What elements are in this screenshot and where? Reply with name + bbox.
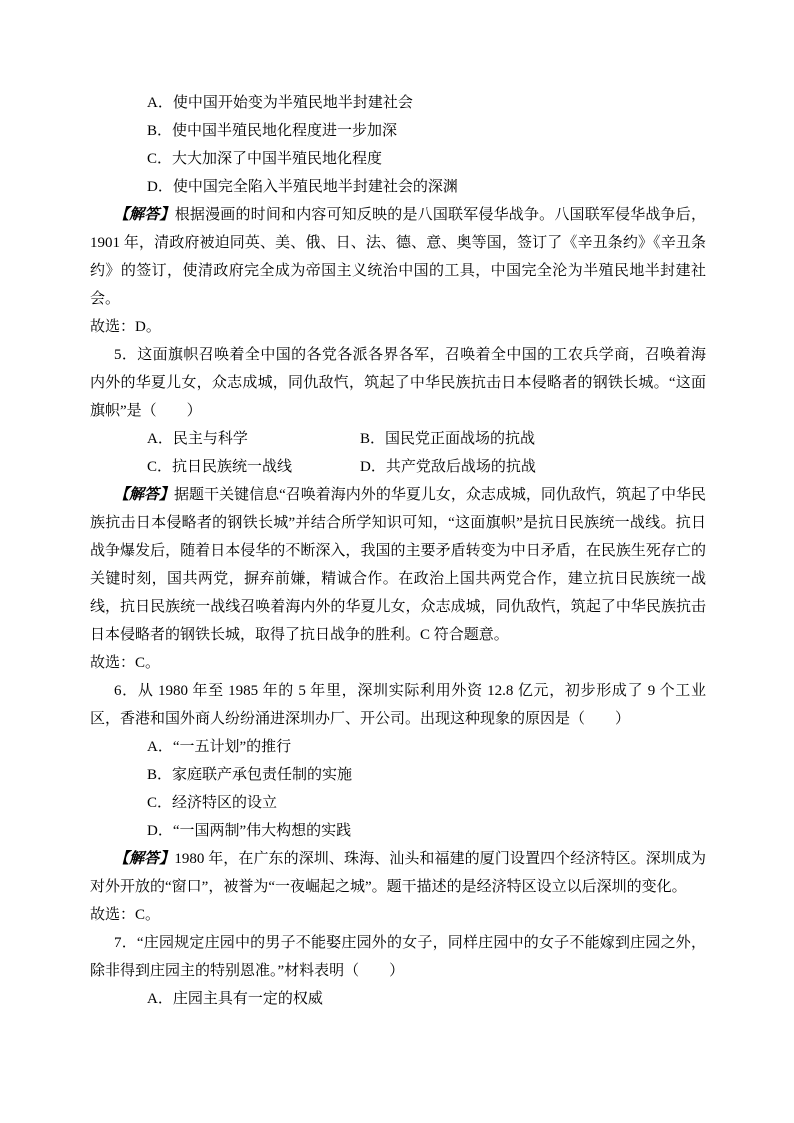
option-item: A．“一五计划”的推行 xyxy=(147,739,292,755)
option-item: B．家庭联产承包责任制的实施 xyxy=(147,767,353,783)
question-paragraph: 5．这面旗帜召唤着全中国的各党各派各界各军，召唤着全中国的工农兵学商，召唤着海内外的华夏儿女，众志成城，同仇敌忾，筑起了中华民族抗击日本侵略者的钢铁长城。“这面旗帜”是（ ） xyxy=(90,347,706,419)
option-item: B．使中国半殖民地化程度进一步加深 xyxy=(147,123,398,139)
result-line: 故选：C。 xyxy=(90,907,161,923)
answer-label: 【解答】 xyxy=(114,851,175,867)
option-item: D．“一国两制”伟大构想的实践 xyxy=(147,823,352,839)
result-line: 故选：D。 xyxy=(90,319,161,335)
option-item: C．大大加深了中国半殖民地化程度 xyxy=(147,151,383,167)
answer-label: 【解答】 xyxy=(114,207,175,223)
option-item: C．抗日民族统一战线 xyxy=(147,459,293,475)
option-item: D．使中国完全陷入半殖民地半封建社会的深渊 xyxy=(147,179,458,195)
option-item: C．经济特区的设立 xyxy=(147,795,278,811)
result-line: 故选：C。 xyxy=(90,655,161,671)
option-item: A．民主与科学 xyxy=(147,431,248,447)
option-item: B．国民党正面战场的抗战 xyxy=(360,431,536,447)
option-item: D．共产党敌后战场的抗战 xyxy=(360,459,536,475)
option-item: A．使中国开始变为半殖民地半封建社会 xyxy=(147,95,413,111)
question-paragraph: 7．“庄园规定庄园中的男子不能娶庄园外的女子，同样庄园中的女子不能嫁到庄园之外，除非得到庄园主的特别恩准。”材料表明（ ） xyxy=(90,935,706,979)
option-row xyxy=(90,453,706,481)
answer-paragraph: 【解答】1980 年，在广东的深圳、珠海、汕头和福建的厦门设置四个经济特区。深圳成为对外开放的“窗口”，被誉为“一夜崛起之城”。题干描述的是经济特区设立以后深圳的变化。 xyxy=(90,851,706,895)
answer-paragraph: 【解答】根据漫画的时间和内容可知反映的是八国联军侵华战争。八国联军侵华战争后，1901 年，清政府被迫同英、美、俄、日、法、德、意、奥等国，签订了《辛丑条约》《辛丑条约》的签订，使清政府完全成为帝国主义统治中国的工具，中国完全沦为半殖民地半封建社会。 xyxy=(90,207,706,307)
answer-label: 【解答】 xyxy=(114,487,175,503)
question-paragraph: 6．从 1980 年至 1985 年的 5 年里，深圳实际利用外资 12.8 亿元，初步形成了 9 个工业区，香港和国外商人纷纷涌进深圳办厂、开公司。出现这种现象的原因是（ ） xyxy=(90,683,706,727)
document-content xyxy=(90,89,706,1013)
option-item: A．庄园主具有一定的权威 xyxy=(147,991,323,1007)
answer-paragraph: 【解答】据题干关键信息“召唤着海内外的华夏儿女，众志成城，同仇敌忾，筑起了中华民族抗击日本侵略者的钢铁长城”并结合所学知识可知，“这面旗帜”是抗日民族统一战线。抗日战争爆发后，随着日本侵华的不断深入，我国的主要矛盾转变为中日矛盾，在民族生死存亡的关键时刻，国共两党，摒弃前嫌，精诚合作。在政治上国共两党合作，建立抗日民族统一战线，抗日民族统一战线召唤着海内外的华夏儿女，众志成城，同仇敌忾，筑起了中华民族抗击日本侵略者的钢铁长城，取得了抗日战争的胜利。C 符合题意。 xyxy=(90,487,706,643)
option-row xyxy=(90,425,706,453)
